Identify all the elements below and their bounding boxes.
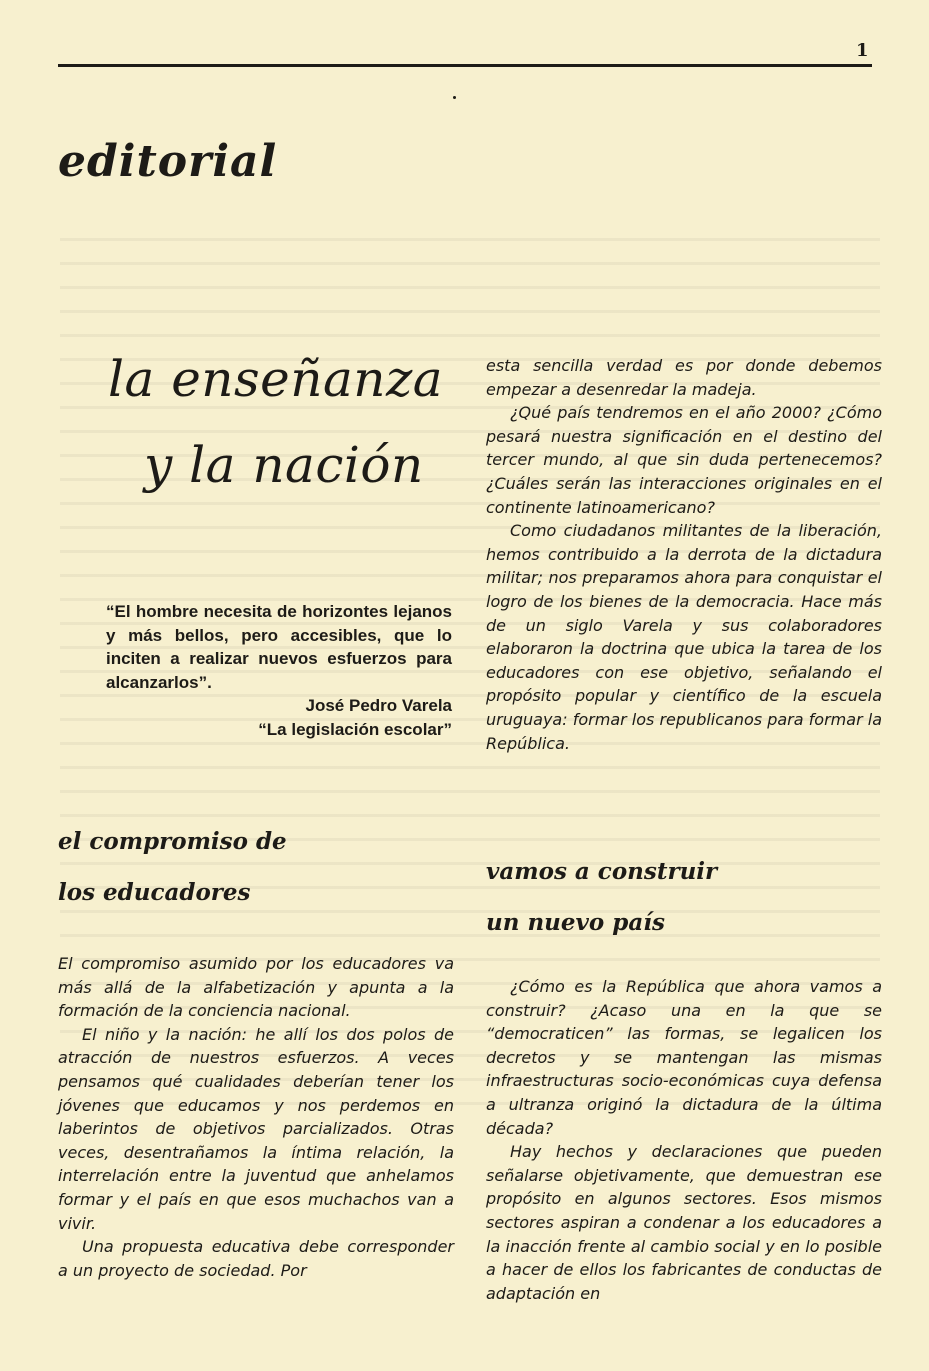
epigraph-quote (106, 600, 452, 741)
right-subhead-line-2: un nuevo país (486, 909, 665, 936)
left-column-body (58, 952, 454, 1282)
paragraph: Una propuesta educativa debe corresponder a un proyecto de sociedad. Por (58, 1237, 454, 1280)
left-subhead-line-2: los educadores (58, 879, 251, 906)
headline-line-1: la enseñanza (108, 350, 444, 408)
paragraph: El niño y la nación: he allí los dos polos de atracción de nuestros esfuerzos. A veces pensamos qué cualidades deberían tener los jóvenes que educamos y nos perdemos en laberintos de objetivos parcializados. Otras veces, desentrañamos la íntima relación, la interrelación entre la juventud que anhelamos formar y el país en que esos muchachos van a vivir. (58, 1024, 454, 1233)
right-subhead (486, 846, 866, 948)
right-column-top (486, 354, 882, 755)
left-subhead (58, 816, 438, 918)
page-number: 1 (856, 40, 869, 61)
right-column-body (486, 975, 882, 1305)
print-speck (453, 96, 456, 99)
paragraph: ¿Qué país tendremos en el año 2000? ¿Cómo pesará nuestra significación en el destino del tercer mundo, al que sin duda pertenecemos? ¿Cuáles serán las interacciones originales en el continente latinoamericano? (486, 403, 882, 517)
header-rule (58, 64, 872, 67)
paragraph: El compromiso asumido por los educadores va más allá de la alfabetización y apunta a la formación de la conciencia nacional. (58, 954, 454, 1021)
headline-line-2: y la nación (144, 436, 424, 494)
paragraph: esta sencilla verdad es por donde debemos empezar a desenredar la madeja. (486, 356, 882, 399)
paragraph: ¿Cómo es la República que ahora vamos a construir? ¿Acaso una en la que se “democraticen” las formas, se legalicen los decretos y se mantengan las mismas infraestructuras socio-económicas cuya defensa a ultranza originó la dictadura de la última década? (486, 977, 882, 1138)
quote-text: “El hombre necesita de horizontes lejanos y más bellos, pero accesibles, que lo inciten a realizar nuevos esfuerzos para alcanzarlos”. (106, 602, 452, 692)
section-label: editorial (58, 136, 278, 187)
paragraph: Como ciudadanos militantes de la liberación, hemos contribuido a la derrota de la dictadura militar; nos preparamos ahora para conquistar el logro de los bienes de la democracia. Hace más de un siglo Varela y sus colaboradores elaboraron la doctrina que ubica la tarea de los educadores con ese objetivo, señalando el propósito popular y científico de la escuela uruguaya: formar los republicanos para formar la República. (486, 521, 882, 753)
quote-author: José Pedro Varela (305, 696, 452, 715)
quote-source: “La legislación escolar” (258, 719, 452, 739)
right-subhead-line-1: vamos a construir (486, 858, 718, 885)
left-subhead-line-1: el compromiso de (58, 828, 287, 855)
paragraph: Hay hechos y declaraciones que pueden señalarse objetivamente, que demuestran ese propósito en algunos sectores. Esos mismos sectores aspiran a condenar a los educadores a la inacción frente al cambio social y en lo posible a hacer de ellos los fabricantes de conductas de adaptación en (486, 1142, 882, 1303)
